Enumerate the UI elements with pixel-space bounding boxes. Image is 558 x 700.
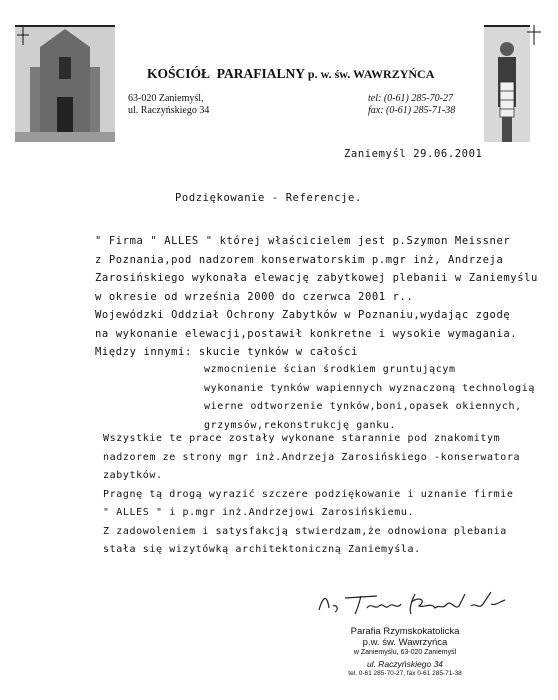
stamp-line5: tel. 0-61 285-70-27, fax 0-61 285-71-38	[348, 670, 462, 677]
closing-line: Wszystkie te prace zostały wykonane starannie pod znakomitym	[103, 433, 501, 444]
closing-line: stała się wizytówką architektoniczną Zaniemyśla.	[103, 544, 421, 555]
closing-line: zabytków.	[103, 470, 163, 481]
body-line: Między innymi: skucie tynków w całości	[95, 346, 359, 358]
body-line: Wojewódzki Oddział Ochrony Zabytków w Poznaniu,wydając zgodę	[95, 309, 511, 321]
church-photo	[15, 25, 115, 142]
closing-line: Z zadowoleniem i satysfakcją stwierdzam,że odnowiona plebania	[103, 525, 507, 537]
body-line: Zarosińskiego wykonała elewację zabytkowej plebanii w Zaniemyślu	[95, 272, 538, 284]
handwritten-signature	[315, 588, 515, 623]
cross-icon	[526, 25, 542, 50]
letter-date: Zaniemyśl 29.06.2001	[344, 148, 483, 160]
letterhead-title: KOŚCIÓŁ PARAFIALNY p. w. św. WAWRZYŃCA	[147, 66, 435, 81]
stamp-line4: ul. Raczyńskiego 34	[366, 658, 444, 669]
address-line1: 63-020 Zaniemyśl,	[128, 93, 204, 104]
list-item: wykonanie tynków wapiennych wyznaczoną technologią	[204, 382, 536, 394]
body-line: z Poznania,pod nadzorem konserwatorskim p.mgr inż, Andrzeja	[95, 253, 504, 266]
fax-line: fax: (0-61) 285-71-38	[368, 105, 456, 116]
letter-subject: Podziękowanie - Referencje.	[175, 192, 362, 204]
list-item: wierne odtworzenie tynków,boni,opasek okiennych,	[204, 401, 522, 412]
header-contact	[368, 93, 455, 117]
address-line2: ul. Raczyńskiego 34	[128, 105, 210, 116]
letter-body	[95, 232, 538, 362]
statue-photo	[484, 25, 530, 142]
header-address	[128, 93, 209, 117]
closing-line: " ALLES " i p.mgr inż.Andrzejowi Zarosińskiemu.	[103, 507, 415, 518]
list-item: grzymsów,rekonstrukcję ganku.	[204, 419, 396, 431]
letter-closing	[103, 430, 520, 560]
body-line: " Firma " ALLES " której właścicielem jest p.Szymon Meissner	[95, 235, 511, 247]
body-line: w okresie od września 2000 do czerwca 2001 r..	[95, 290, 414, 303]
tel-line: tel: (0-61) 285-70-27	[368, 93, 453, 104]
stamp-line3: w Zaniemyślu, 63-020 Zaniemyśl	[353, 649, 457, 656]
stamp-line1: Parafia Rzymskokatolicka	[350, 626, 460, 637]
closing-line: Pragnę tą drogą wyrazić szczere podziękowanie i uznanie firmie	[103, 488, 514, 500]
body-line: na wykonanie elewacji,postawił konkretne i wysokie wymagania.	[95, 327, 518, 340]
works-list	[204, 361, 535, 435]
stamp-line2: p.w. św. Wawrzyńca	[362, 636, 448, 648]
list-item: wzmocnienie ścian środkiem gruntującym	[204, 364, 456, 375]
parish-stamp	[330, 627, 480, 680]
closing-line: nadzorem ze strony mgr inż.Andrzeja Zarosińskiego -konserwatora	[103, 451, 521, 463]
